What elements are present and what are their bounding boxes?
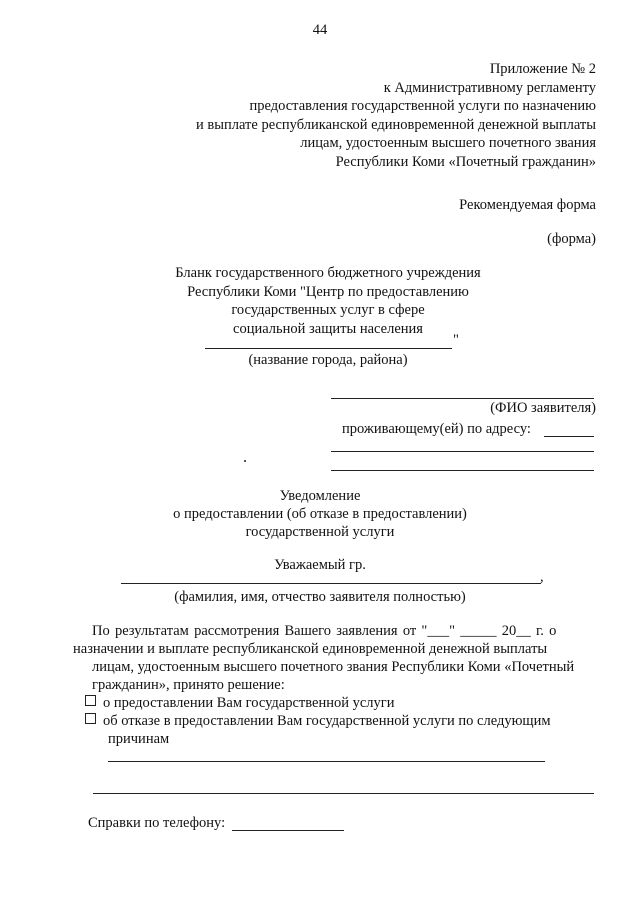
applicant-underline xyxy=(121,583,541,584)
notice-subtitle-2: государственной услуги xyxy=(245,524,395,540)
appendix-line: Приложение № 2 xyxy=(489,61,596,77)
option-provide[interactable] xyxy=(85,695,395,712)
city-caption: (название города, района) xyxy=(248,352,408,368)
scan-speck xyxy=(244,460,246,462)
body-line-3: лицам, удостоенным высшего почетного звания Республики Коми «Почетный xyxy=(92,659,575,675)
address-underline-short xyxy=(544,436,594,437)
checkbox-refuse[interactable] xyxy=(85,713,96,724)
applicant-caption: (фамилия, имя, отчество заявителя полностью) xyxy=(174,589,466,605)
form-label: (форма) xyxy=(547,231,596,247)
city-underline xyxy=(205,348,452,349)
page-number xyxy=(0,22,640,39)
phone-label: Справки по телефону: xyxy=(88,815,226,831)
appendix-line: и выплате республиканской единовременной денежной выплаты xyxy=(196,116,596,133)
reasons-underline-2 xyxy=(93,793,594,794)
body-line-2: назначении и выплате республиканской единовременной денежной выплаты xyxy=(73,641,548,657)
blank-line: государственных услуг в сфере xyxy=(231,302,425,318)
address-underline-1 xyxy=(331,451,594,452)
notice-subtitle: о предоставлении (об отказе в предоставлении) xyxy=(173,506,467,522)
appendix-header xyxy=(196,60,596,171)
appendix-line: Республики Коми «Почетный гражданин» xyxy=(335,153,596,170)
reasons-label: причинам xyxy=(108,731,170,747)
fio-caption: (ФИО заявителя) xyxy=(490,400,596,416)
blank-line: Республики Коми "Центр по предоставлению xyxy=(187,283,469,300)
option-provide-label: о предоставлении Вам государственной услуги xyxy=(103,695,395,711)
appendix-line: к Административному регламенту xyxy=(383,79,596,96)
greeting-comma: , xyxy=(540,569,544,585)
address-label: проживающему(ей) по адресу: xyxy=(342,421,531,437)
body-line-1: По результатам рассмотрения Вашего заявления от "___" _____ 20__ г. о xyxy=(92,623,557,639)
body-line-4: гражданин», принято решение: xyxy=(92,677,285,693)
option-refuse-label: об отказе в предоставлении Вам государственной услуги по следующим xyxy=(103,713,551,729)
checkbox-provide[interactable] xyxy=(85,695,96,706)
fio-underline xyxy=(331,398,594,399)
phone-underline xyxy=(232,830,344,831)
blank-line: социальной защиты населения xyxy=(233,320,423,337)
notice-title: Уведомление xyxy=(279,488,361,504)
greeting: Уважаемый гр. xyxy=(274,557,366,573)
address-underline-2 xyxy=(331,470,594,471)
recommended-form-label: Рекомендуемая форма xyxy=(459,197,596,213)
appendix-line: лицам, удостоенным высшего почетного звания xyxy=(300,135,596,151)
reasons-underline-1 xyxy=(108,761,545,762)
appendix-line: предоставления государственной услуги по назначению xyxy=(249,98,596,114)
quote-mark: " xyxy=(453,332,459,348)
institution-blank xyxy=(160,264,496,338)
page-number-text: 44 xyxy=(312,22,328,38)
blank-line: Бланк государственного бюджетного учреждения xyxy=(175,265,481,281)
option-refuse[interactable] xyxy=(85,713,551,730)
